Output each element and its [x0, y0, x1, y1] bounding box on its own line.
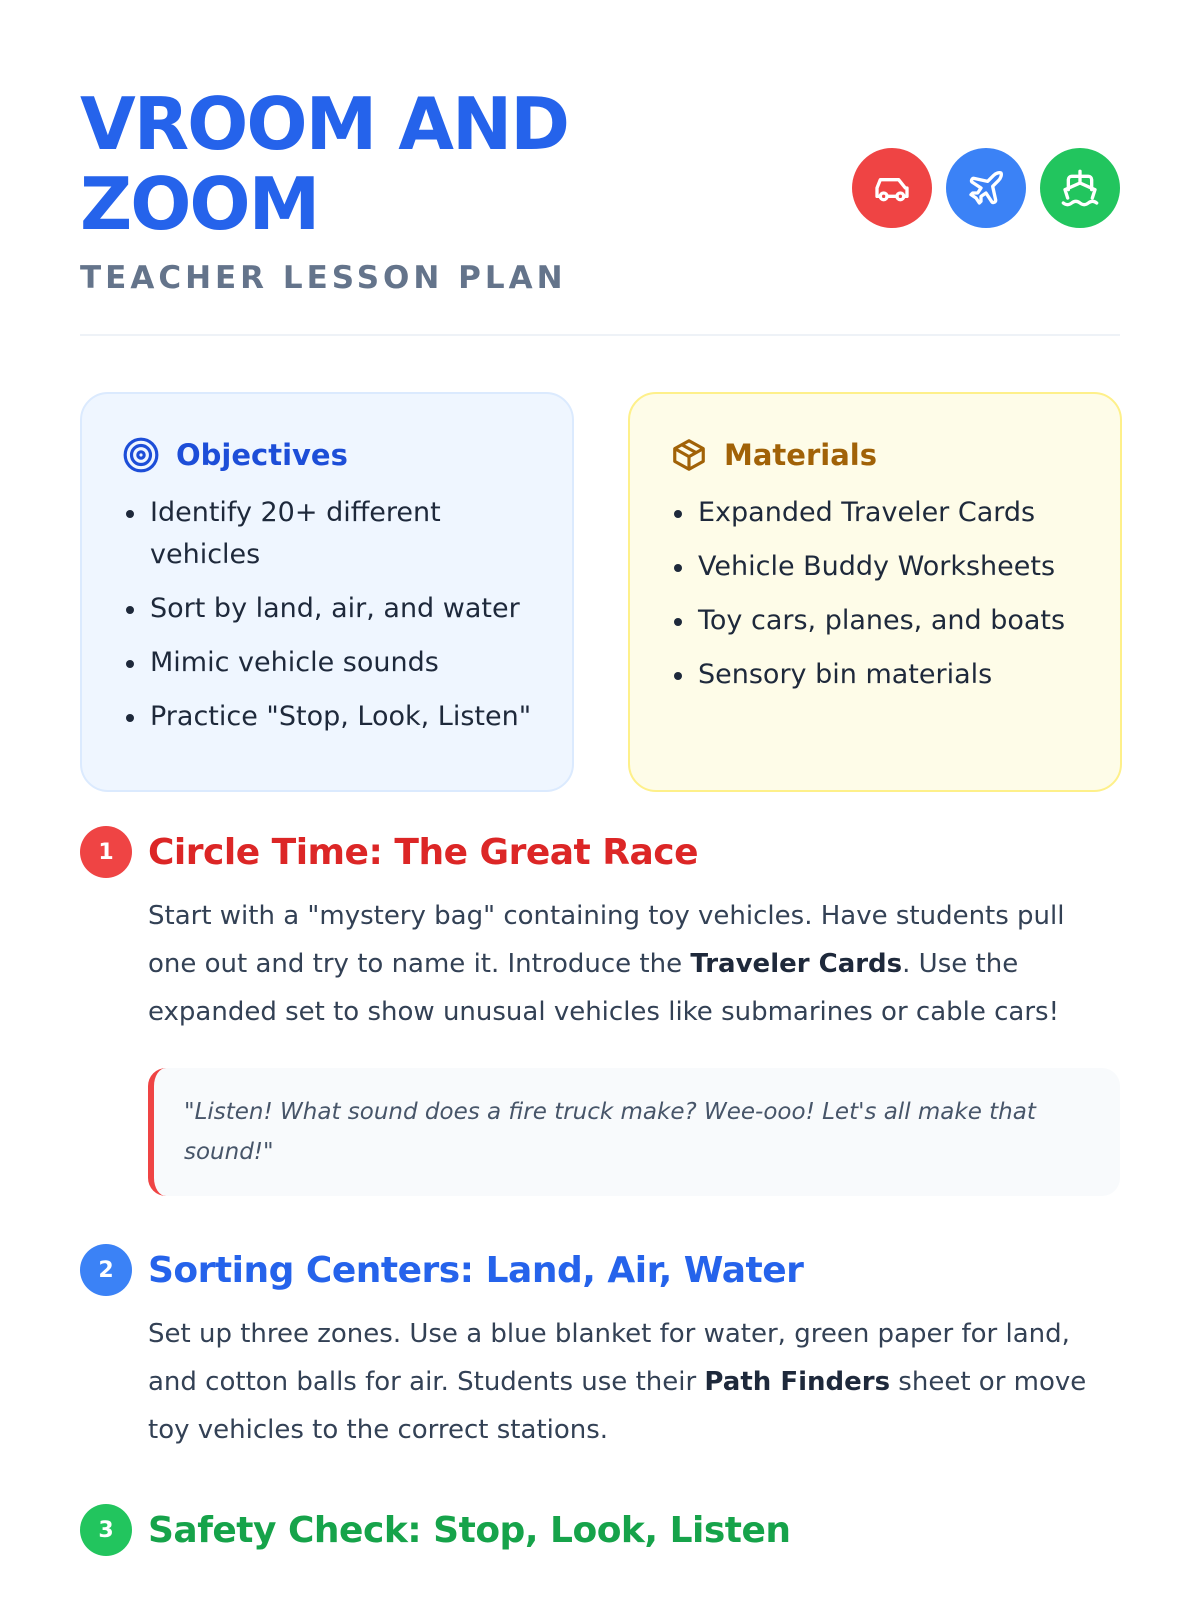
list-item: Sort by land, air, and water [122, 588, 532, 630]
ship-icon [1060, 168, 1100, 208]
target-icon [122, 436, 160, 474]
step-number-badge: 3 [80, 1504, 132, 1556]
step-number-badge: 2 [80, 1244, 132, 1296]
ship-badge [1040, 148, 1120, 228]
materials-list [670, 492, 1080, 696]
step-header [80, 1244, 1120, 1296]
objectives-list [122, 492, 532, 738]
objectives-title: Objectives [176, 438, 348, 472]
plane-icon [966, 168, 1006, 208]
step-header [80, 826, 1120, 878]
step-title: Circle Time: The Great Race [148, 831, 699, 873]
step-description: Start with a "mystery bag" containing toy vehicles. Have students pull one out and try to name it. Introduce the Traveler Cards. Use the expanded set to show unusual vehicles like submarines or cable cars! [148, 901, 1065, 1027]
teacher-quote: "Listen! What sound does a fire truck make? Wee-ooo! Let's all make that sound!" [148, 1068, 1120, 1196]
step-number-badge: 1 [80, 826, 132, 878]
bold-term: Traveler Cards [690, 949, 903, 979]
car-icon [872, 168, 912, 208]
step-safety-check [80, 1504, 1120, 1556]
objectives-card [80, 392, 574, 792]
step-description: Set up three zones. Use a blue blanket for water, green paper for land, and cotton balls for air. Students use their Path Finders sheet or move toy vehicles to the correct stations. [148, 1319, 1087, 1445]
list-item: Sensory bin materials [670, 654, 1080, 696]
list-item: Practice "Stop, Look, Listen" [122, 696, 532, 738]
lesson-plan-page [80, 0, 1120, 1600]
bold-term: Path Finders [704, 1367, 891, 1397]
list-item: Mimic vehicle sounds [122, 642, 532, 684]
header-divider [80, 334, 1120, 336]
box-icon [670, 436, 708, 474]
car-badge [852, 148, 932, 228]
page-title: VROOM AND ZOOM [80, 82, 569, 246]
step-title: Safety Check: Stop, Look, Listen [148, 1509, 791, 1551]
list-item: Toy cars, planes, and boats [670, 600, 1080, 642]
step-sorting-centers [80, 1244, 1120, 1454]
step-circle-time [80, 826, 1120, 1196]
step-header [80, 1504, 1120, 1556]
objectives-header [122, 436, 532, 474]
vehicle-badges [852, 148, 1120, 228]
materials-card [628, 392, 1122, 792]
plane-badge [946, 148, 1026, 228]
list-item: Identify 20+ different vehicles [122, 492, 532, 576]
page-subtitle: TEACHER LESSON PLAN [80, 260, 567, 296]
materials-header [670, 436, 1080, 474]
materials-title: Materials [724, 438, 877, 472]
list-item: Vehicle Buddy Worksheets [670, 546, 1080, 588]
step-title: Sorting Centers: Land, Air, Water [148, 1249, 804, 1291]
header [80, 84, 1120, 294]
list-item: Expanded Traveler Cards [670, 492, 1080, 534]
